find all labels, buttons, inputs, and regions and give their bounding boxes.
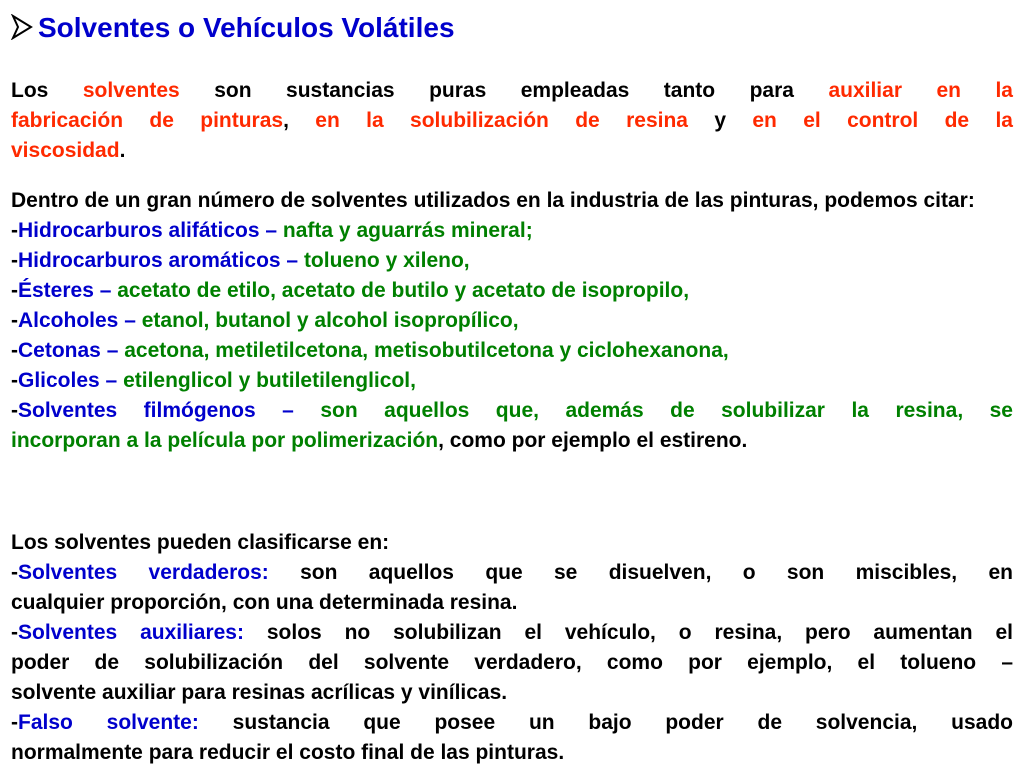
class-item-cont: cualquier proporción, con una determinada resina. [11, 591, 518, 614]
list-item: -Alcoholes – etanol, butanol y alcohol isopropílico, [11, 309, 519, 332]
intro-line-3: viscosidad. [11, 139, 126, 162]
solvent-list [11, 186, 1013, 456]
list-item: -Glicoles – etilenglicol y butiletilenglicol, [11, 369, 416, 392]
list-item-filmogenos-cont: incorporan a la película por polimerización, como por ejemplo el estireno. [11, 429, 748, 452]
term-solventes: solventes [82, 79, 180, 102]
list-item: -Hidrocarburos aromáticos – tolueno y xileno, [11, 249, 470, 272]
list-item-filmogenos: -Solventes filmógenos – son aquellos que, además de solubilizar la resina, se [11, 399, 1013, 422]
class-item-cont: poder de solubilización del solvente verdadero, como por ejemplo, el tolueno – [11, 651, 1013, 674]
list-item: -Hidrocarburos alifáticos – nafta y aguarrás mineral; [11, 219, 533, 242]
class-item: -Solventes auxiliares: solos no solubilizan el vehículo, o resina, pero aumentan el [11, 621, 1014, 644]
highlight-solubilizacion: en la solubilización de resina [315, 109, 688, 132]
class-item-cont: solvente auxiliar para resinas acrílicas y vinílicas. [11, 681, 508, 704]
list-intro: Dentro de un gran número de solventes utilizados en la industria de las pinturas, podemos citar: [11, 189, 975, 212]
class-item: -Falso solvente: sustancia que posee un bajo poder de solvencia, usado [11, 711, 1013, 734]
intro-paragraph [11, 76, 1013, 166]
slide-title [10, 12, 455, 44]
intro-line-2: fabricación de pinturas, en la solubilización de resina y en el control de la [11, 109, 1013, 132]
class-item: -Solventes verdaderos: son aquellos que se disuelven, o son miscibles, en [11, 561, 1013, 584]
highlight-fabricacion-1: auxiliar en la [828, 79, 1013, 102]
slide-title-text: Solventes o Vehículos Volátiles [38, 12, 455, 43]
intro-line-1: Los solventes son sustancias puras empleadas tanto para auxiliar en la [11, 79, 1013, 102]
classification [11, 528, 1013, 768]
class-item-cont: normalmente para reducir el costo final de las pinturas. [11, 741, 565, 764]
arrow-bullet-icon [10, 14, 34, 40]
list-item: -Cetonas – acetona, metiletilcetona, metisobutilcetona y ciclohexanona, [11, 339, 729, 362]
list-item: -Ésteres – acetato de etilo, acetato de butilo y acetato de isopropilo, [11, 279, 690, 302]
classification-heading: Los solventes pueden clasificarse en: [11, 531, 390, 554]
